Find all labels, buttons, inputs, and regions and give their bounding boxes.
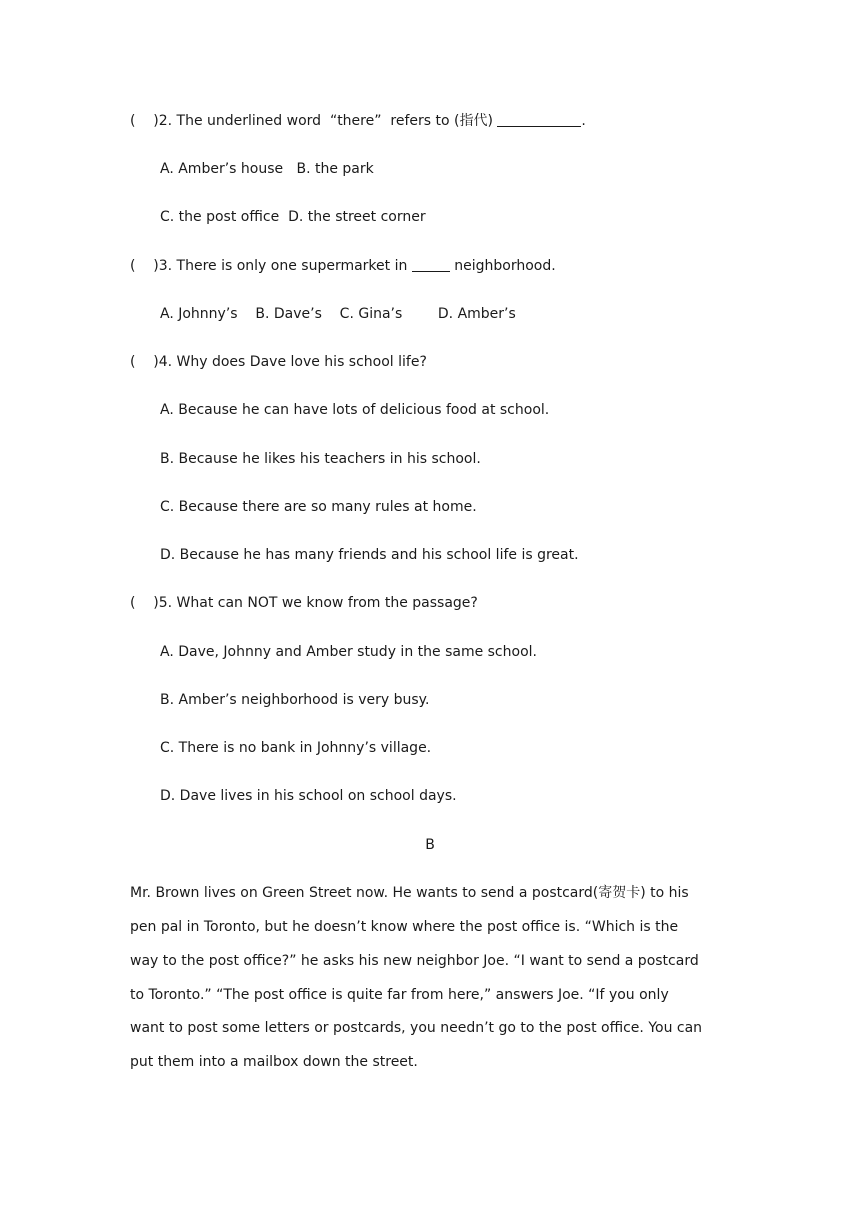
question-4-option-c: C. Because there are so many rules at home. <box>160 499 477 515</box>
question-2-options-a-b: A. Amber’s house B. the park <box>160 161 374 177</box>
passage-line: put them into a mailbox down the street. <box>130 1054 418 1070</box>
question-5-option-c: C. There is no bank in Johnny’s village. <box>160 740 432 756</box>
question-4-option-a: A. Because he can have lots of delicious food at school. <box>160 402 550 418</box>
question-2-text: ( )2. The underlined word “there” refers to (指代) <box>130 113 498 129</box>
passage-line: Mr. Brown lives on Green Street now. He wants to send a postcard(寄贺卡) to his <box>130 885 689 901</box>
question-4-option-b: B. Because he likes his teachers in his school. <box>160 451 481 467</box>
passage-line: way to the post office?” he asks his new neighbor Joe. “I want to send a postcard <box>130 953 699 969</box>
question-5-option-b: B. Amber’s neighborhood is very busy. <box>160 692 430 708</box>
answer-blank <box>497 112 581 127</box>
question-5: ( )5. What can NOT we know from the passage? <box>130 595 478 611</box>
question-3-options: A. Johnny’s B. Dave’s C. Gina’s D. Amber’s <box>160 306 516 322</box>
question-5-option-a: A. Dave, Johnny and Amber study in the same school. <box>160 644 537 660</box>
question-3-suffix: neighborhood. <box>449 258 556 274</box>
answer-blank <box>412 257 450 272</box>
question-3-text: ( )3. There is only one supermarket in <box>130 258 412 274</box>
section-b-title: B <box>425 837 435 853</box>
question-5-option-d: D. Dave lives in his school on school days. <box>160 788 457 804</box>
question-4: ( )4. Why does Dave love his school life? <box>130 354 427 370</box>
question-2 <box>130 111 586 131</box>
question-2-options-c-d: C. the post office D. the street corner <box>160 209 426 225</box>
question-2-suffix: . <box>581 113 586 129</box>
question-4-option-d: D. Because he has many friends and his school life is great. <box>160 547 579 563</box>
passage-line: pen pal in Toronto, but he doesn’t know where the post office is. “Which is the <box>130 919 679 935</box>
passage-line: want to post some letters or postcards, you needn’t go to the post office. You can <box>130 1020 703 1036</box>
question-3 <box>130 256 556 276</box>
passage-line: to Toronto.” “The post office is quite far from here,” answers Joe. “If you only <box>130 987 669 1003</box>
